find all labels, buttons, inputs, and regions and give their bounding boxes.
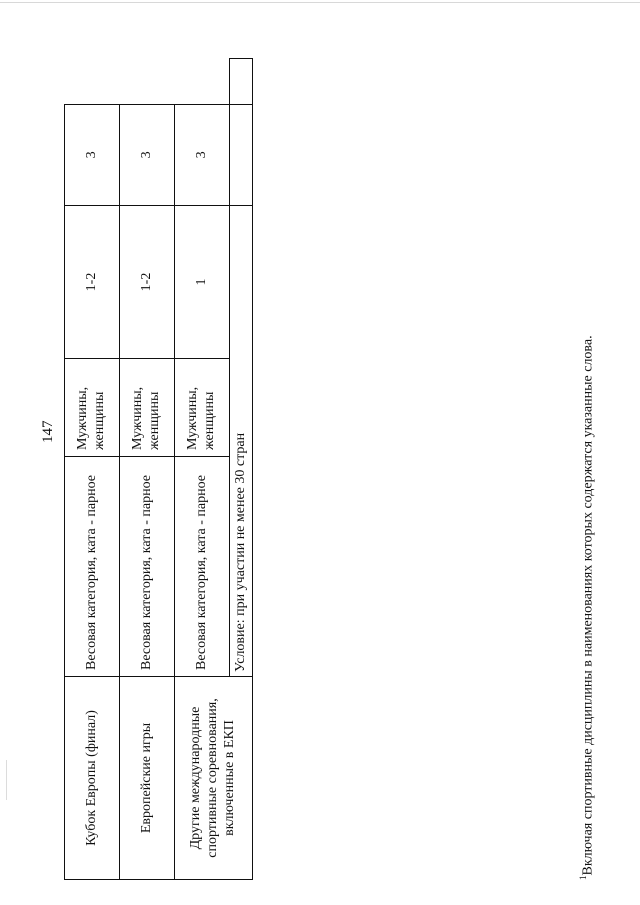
gender-cell: Мужчины, женщины (175, 359, 230, 457)
page-number: 147 (40, 420, 56, 443)
age-group-cell: 3 (65, 104, 120, 205)
competition-cell: Кубок Европы (финал) (65, 677, 120, 880)
places-cell: 1-2 (120, 206, 175, 359)
footnote-text: Включая спортивные дисциплины в наименованиях которых содержатся указанные слова. (580, 335, 596, 876)
discipline-cell: Весовая категория, ката - парное (175, 457, 230, 677)
gender-cell: Мужчины, женщины (120, 359, 175, 457)
table-row (175, 59, 230, 880)
blank-cell (230, 104, 253, 205)
gender-cell: Мужчины, женщины (65, 359, 120, 457)
blank-cell (230, 59, 253, 105)
places-cell: 1 (175, 206, 230, 359)
table-row (65, 59, 120, 880)
footnote-marker: 1 (578, 875, 588, 880)
discipline-cell: Весовая категория, ката - парное (65, 457, 120, 677)
footnote (578, 335, 597, 880)
competition-cell: Другие международные спортивные соревнования, включенные в ЕКП (175, 677, 253, 880)
table-row (120, 59, 175, 880)
rotated-page-content (40, 40, 620, 880)
age-group-cell: 3 (120, 104, 175, 205)
scan-edge-line (0, 2, 640, 3)
sports-table (64, 58, 253, 880)
competition-cell: Европейские игры (120, 677, 175, 880)
condition-cell: Условие: при участии не менее 30 стран (230, 206, 253, 677)
discipline-cell: Весовая категория, ката - парное (120, 457, 175, 677)
age-group-cell: 3 (175, 104, 230, 205)
scan-margin-mark (6, 760, 7, 800)
places-cell: 1-2 (65, 206, 120, 359)
